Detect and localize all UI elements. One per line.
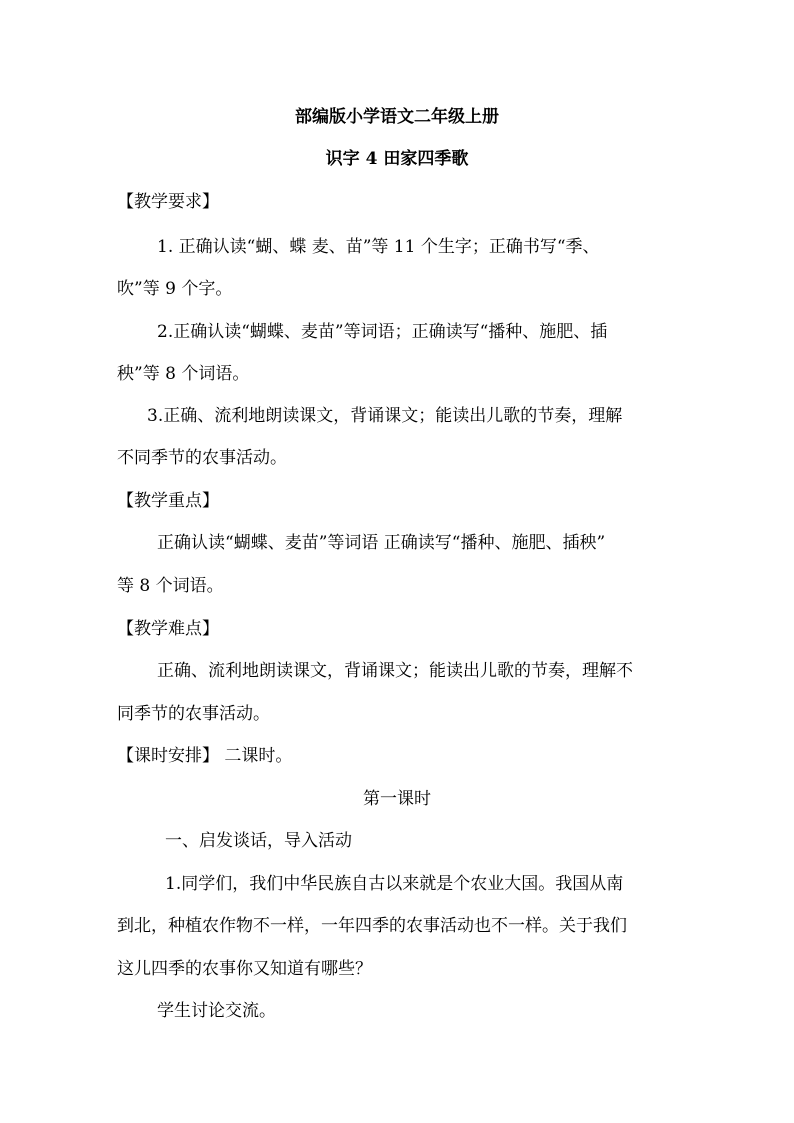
requirement-1-line-2: 吹”等 9 个字。 [117, 279, 233, 299]
requirement-3-line-1: 3.正确、流利地朗读课文，背诵课文；能读出儿歌的节奏，理解 [147, 406, 623, 426]
requirement-1-line-1: 1. 正确认读“蝴、蝶 麦、苗”等 11 个生字；正确书写“季、 [157, 237, 600, 257]
lesson-1-paragraph-1-line-1: 1.同学们，我们中华民族自古以来就是个农业大国。我国从南 [165, 874, 624, 894]
lesson-1-paragraph-1-line-3: 这儿四季的农事你又知道有哪些？ [117, 959, 372, 979]
requirement-2-line-2: 秧”等 8 个词语。 [117, 364, 250, 384]
schedule-line: 【课时安排】 二课时。 [117, 746, 293, 766]
difficulties-line-2: 同季节的农事活动。 [117, 704, 270, 724]
key-points-line-1: 正确认读“蝴蝶、麦苗”等词语 正确读写“播种、施肥、插秧” [157, 533, 606, 553]
document-title: 部编版小学语文二年级上册 [295, 107, 499, 127]
section-heading-requirements: 【教学要求】 [117, 192, 219, 212]
lesson-1-heading: 第一课时 [363, 789, 431, 809]
key-points-line-2: 等 8 个词语。 [117, 576, 224, 596]
difficulties-line-1: 正确、流利地朗读课文，背诵课文；能读出儿歌的节奏，理解不 [157, 661, 633, 681]
section-heading-difficulties: 【教学难点】 [117, 619, 219, 639]
lesson-1-step-1: 一、启发谈话，导入活动 [165, 831, 352, 851]
section-heading-key-points: 【教学重点】 [117, 491, 219, 511]
requirement-3-line-2: 不同季节的农事活动。 [117, 448, 287, 468]
lesson-1-paragraph-2: 学生讨论交流。 [157, 1001, 276, 1021]
requirement-2-line-1: 2.正确认读“蝴蝶、麦苗”等词语；正确读写“播种、施肥、插 [157, 322, 608, 342]
document-subtitle: 识字 4 田家四季歌 [325, 149, 469, 169]
lesson-1-paragraph-1-line-2: 到北，种植农作物不一样，一年四季的农事活动也不一样。关于我们 [117, 916, 627, 936]
